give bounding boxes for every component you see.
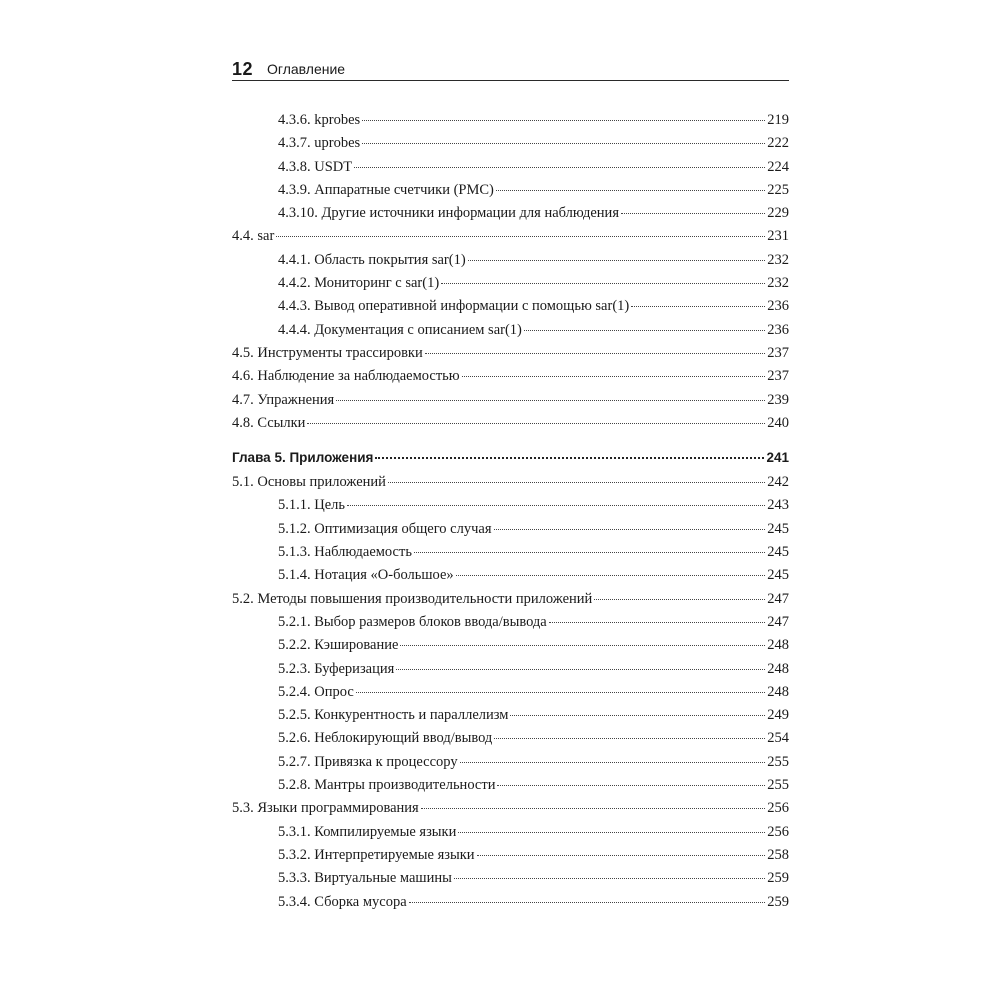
- toc-entry[interactable]: [232, 205, 789, 228]
- toc-entry-page-number: 241: [766, 450, 789, 466]
- toc-entry-title: 4.6. Наблюдение за наблюдаемостью: [232, 368, 460, 385]
- toc-entry-title: 5.3.2. Интерпретируемые языки: [278, 846, 475, 863]
- dot-leader: [336, 400, 765, 401]
- toc-entry[interactable]: [232, 730, 789, 753]
- dot-leader: [510, 715, 765, 716]
- toc-entry-page-number: 219: [767, 112, 789, 128]
- dot-leader: [468, 260, 766, 261]
- toc-entry-page-number: 232: [767, 275, 789, 292]
- toc-entry-page-number: 258: [767, 846, 789, 863]
- dot-leader: [354, 167, 765, 168]
- dot-leader: [458, 832, 765, 833]
- toc-entry-title: 4.3.7. uprobes: [278, 135, 361, 152]
- dot-leader: [356, 692, 765, 693]
- toc-entry-page-number: 229: [767, 205, 789, 222]
- toc-entry-page-number: 247: [767, 613, 789, 630]
- dot-leader: [375, 457, 764, 459]
- dot-leader: [497, 785, 765, 786]
- toc-entry[interactable]: [232, 135, 789, 158]
- dot-leader: [388, 482, 765, 483]
- toc-entry-title: 5.2. Методы повышения производительности приложений: [232, 590, 593, 607]
- dot-leader: [307, 423, 765, 424]
- page-title: Оглавление: [267, 61, 346, 77]
- dot-leader: [496, 190, 765, 191]
- toc-entry-page-number: 236: [767, 321, 789, 338]
- dot-leader: [276, 236, 765, 237]
- toc-entry-page-number: 255: [767, 753, 789, 770]
- dot-leader: [400, 645, 765, 646]
- dot-leader: [409, 902, 766, 903]
- dot-leader: [594, 599, 765, 600]
- toc-entry-page-number: 242: [767, 474, 789, 491]
- toc-entry-page-number: 231: [767, 228, 789, 245]
- toc-entry-title: 5.2.4. Опрос: [278, 683, 354, 700]
- toc-entry-title: 5.2.5. Конкурентность и параллелизм: [278, 707, 509, 724]
- toc-entry[interactable]: [232, 112, 789, 135]
- toc-entry-title: 4.4. sar: [232, 228, 275, 245]
- toc-entry-title: 5.2.6. Неблокирующий ввод/вывод: [278, 730, 493, 747]
- dot-leader: [347, 505, 765, 506]
- toc-chapter-entry[interactable]: [232, 450, 789, 474]
- toc-entry[interactable]: [232, 497, 789, 520]
- toc-entry[interactable]: [232, 345, 789, 368]
- dot-leader: [631, 306, 765, 307]
- toc-entry-title: 5.2.8. Мантры производительности: [278, 777, 496, 794]
- toc-entry[interactable]: [232, 777, 789, 800]
- dot-leader: [477, 855, 766, 856]
- toc-entry-title: 4.3.6. kprobes: [278, 112, 361, 128]
- dot-leader: [549, 622, 766, 623]
- toc-entry[interactable]: [232, 474, 789, 497]
- toc-entry[interactable]: [232, 368, 789, 391]
- table-of-contents: [232, 112, 789, 917]
- toc-entry-title: 4.3.10. Другие источники информации для наблюдения: [278, 205, 619, 222]
- toc-entry-page-number: 239: [767, 391, 789, 408]
- toc-entry-page-number: 237: [767, 368, 789, 385]
- toc-entry[interactable]: [232, 159, 789, 182]
- dot-leader: [494, 529, 766, 530]
- toc-entry[interactable]: [232, 521, 789, 544]
- dot-leader: [454, 878, 765, 879]
- dot-leader: [462, 376, 766, 377]
- toc-entry-page-number: 225: [767, 181, 789, 198]
- toc-entry-title: 4.4.3. Вывод оперативной информации с помощью sar(1): [278, 298, 630, 315]
- page-header: [232, 58, 789, 81]
- toc-entry[interactable]: [232, 847, 789, 870]
- toc-entry-page-number: 256: [767, 800, 789, 817]
- toc-entry-title: 4.3.8. USDT: [278, 158, 353, 175]
- toc-entry-page-number: 222: [767, 135, 789, 152]
- toc-entry-page-number: 224: [767, 158, 789, 175]
- toc-entry[interactable]: [232, 252, 789, 275]
- toc-entry-title: 4.3.9. Аппаратные счетчики (PMC): [278, 181, 494, 198]
- toc-entry-title: 5.2.7. Привязка к процессору: [278, 753, 458, 770]
- dot-leader: [414, 552, 765, 553]
- toc-entry-page-number: 249: [767, 707, 789, 724]
- toc-entry-title: 5.3.4. Сборка мусора: [278, 893, 407, 910]
- toc-entry-title: 5.1.4. Нотация «О-большое»: [278, 567, 454, 584]
- toc-entry[interactable]: [232, 684, 789, 707]
- toc-entry-title: 4.5. Инструменты трассировки: [232, 344, 423, 361]
- dot-leader: [441, 283, 765, 284]
- toc-entry-title: 4.4.1. Область покрытия sar(1): [278, 251, 466, 268]
- dot-leader: [362, 143, 765, 144]
- toc-entry-title: 5.3.3. Виртуальные машины: [278, 870, 452, 887]
- toc-entry-title: 5.1.2. Оптимизация общего случая: [278, 520, 492, 537]
- toc-entry[interactable]: [232, 591, 789, 614]
- toc-entry[interactable]: [232, 567, 789, 590]
- toc-entry-title: 5.2.3. Буферизация: [278, 660, 395, 677]
- dot-leader: [396, 669, 765, 670]
- dot-leader: [425, 353, 766, 354]
- dot-leader: [456, 575, 766, 576]
- toc-entry-title: 4.4.2. Мониторинг с sar(1): [278, 275, 440, 292]
- toc-entry-title: Глава 5. Приложения: [232, 450, 374, 466]
- dot-leader: [421, 808, 766, 809]
- toc-entry[interactable]: [232, 392, 789, 415]
- toc-entry-page-number: 259: [767, 893, 789, 910]
- toc-entry[interactable]: [232, 298, 789, 321]
- toc-entry-title: 4.8. Ссылки: [232, 414, 306, 431]
- toc-entry-title: 5.1. Основы приложений: [232, 474, 386, 491]
- toc-entry[interactable]: [232, 707, 789, 730]
- toc-entry[interactable]: [232, 614, 789, 637]
- toc-entry[interactable]: [232, 870, 789, 893]
- toc-entry[interactable]: [232, 275, 789, 298]
- toc-entry-title: 5.1.1. Цель: [278, 497, 346, 514]
- toc-entry[interactable]: [232, 228, 789, 251]
- toc-entry-title: 5.3.1. Компилируемые языки: [278, 823, 457, 840]
- dot-leader: [524, 330, 765, 331]
- toc-entry[interactable]: [232, 415, 789, 438]
- toc-entry-page-number: 254: [767, 730, 789, 747]
- toc-entry-page-number: 256: [767, 823, 789, 840]
- dot-leader: [621, 213, 765, 214]
- toc-entry-page-number: 247: [767, 590, 789, 607]
- toc-entry[interactable]: [232, 322, 789, 345]
- toc-entry[interactable]: [232, 824, 789, 847]
- toc-entry-title: 5.3. Языки программирования: [232, 800, 419, 817]
- toc-entry-title: 5.1.3. Наблюдаемость: [278, 544, 412, 561]
- toc-entry-page-number: 248: [767, 637, 789, 654]
- toc-entry-page-number: 255: [767, 777, 789, 794]
- toc-entry-page-number: 248: [767, 660, 789, 677]
- toc-entry-page-number: 248: [767, 683, 789, 700]
- toc-entry[interactable]: [232, 894, 789, 917]
- toc-entry-page-number: 245: [767, 567, 789, 584]
- dot-leader: [362, 120, 765, 121]
- dot-leader: [460, 762, 766, 763]
- toc-entry-page-number: 245: [767, 520, 789, 537]
- toc-entry-page-number: 259: [767, 870, 789, 887]
- dot-leader: [494, 738, 765, 739]
- toc-entry-page-number: 237: [767, 344, 789, 361]
- toc-entry[interactable]: [232, 661, 789, 684]
- toc-entry-page-number: 236: [767, 298, 789, 315]
- toc-entry-page-number: 232: [767, 251, 789, 268]
- toc-entry-title: 4.7. Упражнения: [232, 391, 335, 408]
- toc-entry[interactable]: [232, 800, 789, 823]
- toc-entry-title: 4.4.4. Документация с описанием sar(1): [278, 321, 522, 338]
- toc-entry[interactable]: [232, 182, 789, 205]
- toc-entry-page-number: 243: [767, 497, 789, 514]
- page-number: 12: [232, 58, 254, 79]
- toc-entry-title: 5.2.1. Выбор размеров блоков ввода/вывода: [278, 613, 547, 630]
- toc-entry[interactable]: [232, 754, 789, 777]
- toc-entry-page-number: 240: [767, 414, 789, 431]
- toc-entry-title: 5.2.2. Кэширование: [278, 637, 399, 654]
- toc-entry[interactable]: [232, 544, 789, 567]
- toc-entry-page-number: 245: [767, 544, 789, 561]
- toc-entry[interactable]: [232, 637, 789, 660]
